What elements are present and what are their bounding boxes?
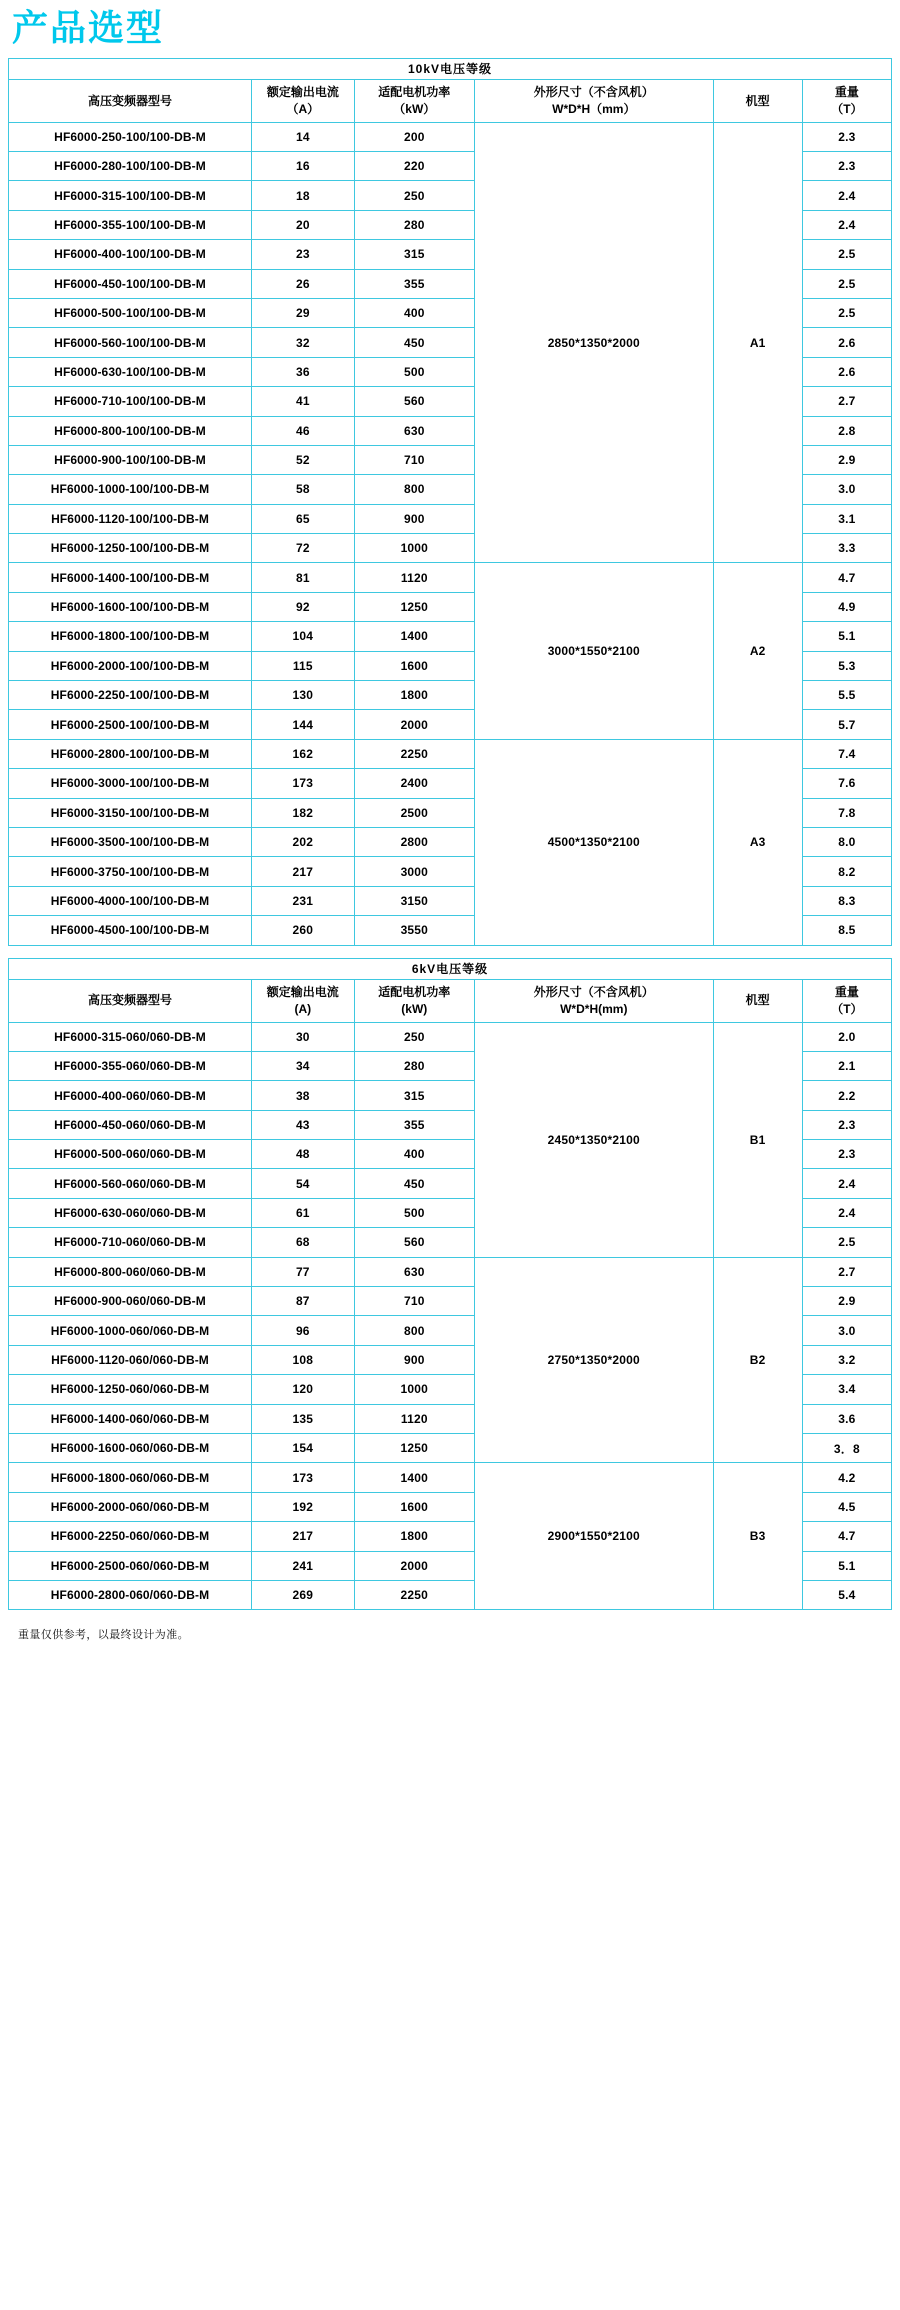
cell-weight: 5.7: [802, 710, 891, 739]
cell-power: 2000: [354, 710, 474, 739]
cell-model: HF6000-560-100/100-DB-M: [9, 328, 252, 357]
cell-current: 104: [252, 622, 355, 651]
cell-power: 2800: [354, 827, 474, 856]
cell-weight: 7.8: [802, 798, 891, 827]
cell-current: 260: [252, 916, 355, 945]
footnote: 重量仅供参考，以最终设计为准。: [18, 1629, 189, 1642]
cell-model: HF6000-1600-100/100-DB-M: [9, 592, 252, 621]
cell-dimension: 2850*1350*2000: [475, 122, 714, 563]
cell-weight: 2.3: [802, 151, 891, 180]
cell-model: HF6000-315-100/100-DB-M: [9, 181, 252, 210]
cell-weight: 2.5: [802, 298, 891, 327]
cell-weight: 5.3: [802, 651, 891, 680]
cell-current: 108: [252, 1345, 355, 1374]
cell-weight: 2.7: [802, 387, 891, 416]
cell-weight: 8.2: [802, 857, 891, 886]
cell-power: 1400: [354, 622, 474, 651]
cell-weight: 4.7: [802, 563, 891, 592]
cell-weight: 2.5: [802, 269, 891, 298]
cell-current: 14: [252, 122, 355, 151]
cell-model: HF6000-355-060/060-DB-M: [9, 1051, 252, 1080]
cell-model: HF6000-900-060/060-DB-M: [9, 1287, 252, 1316]
cell-weight: 2.3: [802, 1140, 891, 1169]
cell-weight: 2.4: [802, 1198, 891, 1227]
cell-model: HF6000-4500-100/100-DB-M: [9, 916, 252, 945]
cell-power: 800: [354, 1316, 474, 1345]
page-title: 产品选型: [12, 7, 165, 48]
cell-weight: 2.6: [802, 328, 891, 357]
cell-current: 20: [252, 210, 355, 239]
cell-current: 81: [252, 563, 355, 592]
cell-model: HF6000-400-060/060-DB-M: [9, 1081, 252, 1110]
cell-model: HF6000-1000-060/060-DB-M: [9, 1316, 252, 1345]
cell-weight: 8.0: [802, 827, 891, 856]
cell-power: 3150: [354, 886, 474, 915]
cell-weight: 4.5: [802, 1492, 891, 1521]
cell-current: 38: [252, 1081, 355, 1110]
cell-model: HF6000-500-060/060-DB-M: [9, 1140, 252, 1169]
cell-model: HF6000-2500-100/100-DB-M: [9, 710, 252, 739]
cell-power: 630: [354, 416, 474, 445]
cell-model: HF6000-710-060/060-DB-M: [9, 1228, 252, 1257]
cell-power: 3000: [354, 857, 474, 886]
cell-model: HF6000-2000-060/060-DB-M: [9, 1492, 252, 1521]
cell-current: 43: [252, 1110, 355, 1139]
cell-power: 200: [354, 122, 474, 151]
cell-dimension: 2900*1550*2100: [475, 1463, 714, 1610]
cell-frame: A2: [713, 563, 802, 739]
cell-weight: 2.3: [802, 1110, 891, 1139]
cell-model: HF6000-4000-100/100-DB-M: [9, 886, 252, 915]
cell-current: 217: [252, 857, 355, 886]
cell-power: 2000: [354, 1551, 474, 1580]
header-model: 高压变频器型号: [9, 979, 252, 1022]
cell-current: 154: [252, 1434, 355, 1463]
cell-weight: 7.6: [802, 769, 891, 798]
cell-current: 192: [252, 1492, 355, 1521]
cell-power: 2400: [354, 769, 474, 798]
cell-power: 2250: [354, 1580, 474, 1609]
cell-weight: 2.8: [802, 416, 891, 445]
cell-model: HF6000-800-060/060-DB-M: [9, 1257, 252, 1286]
cell-weight: 4.9: [802, 592, 891, 621]
cell-model: HF6000-1120-100/100-DB-M: [9, 504, 252, 533]
cell-current: 68: [252, 1228, 355, 1257]
cell-power: 220: [354, 151, 474, 180]
cell-weight: 3.2: [802, 1345, 891, 1374]
cell-dimension: 4500*1350*2100: [475, 739, 714, 945]
cell-frame: A3: [713, 739, 802, 945]
cell-model: HF6000-2000-100/100-DB-M: [9, 651, 252, 680]
cell-power: 500: [354, 1198, 474, 1227]
cell-power: 450: [354, 1169, 474, 1198]
cell-model: HF6000-900-100/100-DB-M: [9, 445, 252, 474]
cell-current: 130: [252, 681, 355, 710]
cell-power: 1120: [354, 563, 474, 592]
cell-model: HF6000-250-100/100-DB-M: [9, 122, 252, 151]
cell-weight: 4.2: [802, 1463, 891, 1492]
cell-current: 54: [252, 1169, 355, 1198]
cell-model: HF6000-1600-060/060-DB-M: [9, 1434, 252, 1463]
header-weight: 重量 （T）: [802, 79, 891, 122]
cell-current: 202: [252, 827, 355, 856]
cell-model: HF6000-1800-100/100-DB-M: [9, 622, 252, 651]
cell-current: 173: [252, 1463, 355, 1492]
cell-model: HF6000-3000-100/100-DB-M: [9, 769, 252, 798]
cell-power: 315: [354, 1081, 474, 1110]
header-power: 适配电机功率 (kW): [354, 979, 474, 1022]
cell-model: HF6000-2800-060/060-DB-M: [9, 1580, 252, 1609]
cell-model: HF6000-450-060/060-DB-M: [9, 1110, 252, 1139]
cell-power: 1600: [354, 651, 474, 680]
cell-model: HF6000-2500-060/060-DB-M: [9, 1551, 252, 1580]
cell-power: 1000: [354, 1375, 474, 1404]
cell-model: HF6000-710-100/100-DB-M: [9, 387, 252, 416]
cell-current: 77: [252, 1257, 355, 1286]
cell-model: HF6000-500-100/100-DB-M: [9, 298, 252, 327]
table-row: [9, 563, 892, 592]
cell-current: 41: [252, 387, 355, 416]
cell-weight: 2.3: [802, 122, 891, 151]
cell-weight: 3.4: [802, 1375, 891, 1404]
table-row: [9, 739, 892, 768]
table-row: [9, 1022, 892, 1051]
cell-power: 280: [354, 1051, 474, 1080]
cell-power: 450: [354, 328, 474, 357]
header-power: 适配电机功率 （kW）: [354, 79, 474, 122]
cell-weight: 5.5: [802, 681, 891, 710]
cell-model: HF6000-280-100/100-DB-M: [9, 151, 252, 180]
cell-power: 710: [354, 445, 474, 474]
cell-model: HF6000-1400-100/100-DB-M: [9, 563, 252, 592]
cell-weight: 2.9: [802, 1287, 891, 1316]
header-frame: 机型: [713, 979, 802, 1022]
cell-current: 26: [252, 269, 355, 298]
header-current: 额定输出电流 （A）: [252, 79, 355, 122]
cell-power: 900: [354, 1345, 474, 1374]
cell-model: HF6000-2250-100/100-DB-M: [9, 681, 252, 710]
cell-weight: 7.4: [802, 739, 891, 768]
cell-power: 355: [354, 269, 474, 298]
table-header-row: [9, 979, 892, 1022]
cell-power: 250: [354, 1022, 474, 1051]
cell-power: 2500: [354, 798, 474, 827]
cell-weight: 5.4: [802, 1580, 891, 1609]
cell-weight: 3.0: [802, 1316, 891, 1345]
cell-current: 46: [252, 416, 355, 445]
voltage-band-label: 6kV电压等级: [9, 958, 892, 979]
cell-power: 900: [354, 504, 474, 533]
cell-power: 400: [354, 1140, 474, 1169]
cell-current: 32: [252, 328, 355, 357]
voltage-band-row: [9, 958, 892, 979]
cell-current: 16: [252, 151, 355, 180]
cell-current: 52: [252, 445, 355, 474]
cell-dimension: 3000*1550*2100: [475, 563, 714, 739]
cell-weight: 2.4: [802, 210, 891, 239]
cell-model: HF6000-315-060/060-DB-M: [9, 1022, 252, 1051]
cell-power: 800: [354, 475, 474, 504]
spec-table: [8, 58, 892, 946]
cell-current: 120: [252, 1375, 355, 1404]
cell-model: HF6000-1250-100/100-DB-M: [9, 534, 252, 563]
cell-dimension: 2450*1350*2100: [475, 1022, 714, 1257]
cell-current: 36: [252, 357, 355, 386]
cell-power: 560: [354, 1228, 474, 1257]
cell-power: 1800: [354, 681, 474, 710]
cell-weight: 2.0: [802, 1022, 891, 1051]
cell-power: 2250: [354, 739, 474, 768]
cell-current: 18: [252, 181, 355, 210]
cell-weight: 5.1: [802, 1551, 891, 1580]
table-row: [9, 1257, 892, 1286]
cell-current: 34: [252, 1051, 355, 1080]
cell-power: 315: [354, 240, 474, 269]
table-row: [9, 1463, 892, 1492]
cell-power: 560: [354, 387, 474, 416]
cell-power: 1800: [354, 1522, 474, 1551]
cell-model: HF6000-3500-100/100-DB-M: [9, 827, 252, 856]
cell-weight: 2.2: [802, 1081, 891, 1110]
cell-weight: 8.5: [802, 916, 891, 945]
cell-power: 1400: [354, 1463, 474, 1492]
cell-dimension: 2750*1350*2000: [475, 1257, 714, 1463]
cell-current: 182: [252, 798, 355, 827]
cell-model: HF6000-800-100/100-DB-M: [9, 416, 252, 445]
cell-model: HF6000-3750-100/100-DB-M: [9, 857, 252, 886]
cell-model: HF6000-1120-060/060-DB-M: [9, 1345, 252, 1374]
header-dimension: 外形尺寸（不含风机） W*D*H(mm): [475, 979, 714, 1022]
cell-current: 144: [252, 710, 355, 739]
cell-model: HF6000-400-100/100-DB-M: [9, 240, 252, 269]
voltage-band-row: [9, 58, 892, 79]
cell-weight: 4.7: [802, 1522, 891, 1551]
cell-frame: B3: [713, 1463, 802, 1610]
cell-current: 241: [252, 1551, 355, 1580]
cell-model: HF6000-630-060/060-DB-M: [9, 1198, 252, 1227]
cell-power: 1000: [354, 534, 474, 563]
cell-model: HF6000-2250-060/060-DB-M: [9, 1522, 252, 1551]
cell-model: HF6000-1400-060/060-DB-M: [9, 1404, 252, 1433]
header-model: 高压变频器型号: [9, 79, 252, 122]
cell-weight: 8.3: [802, 886, 891, 915]
cell-model: HF6000-2800-100/100-DB-M: [9, 739, 252, 768]
cell-power: 250: [354, 181, 474, 210]
cell-model: HF6000-1800-060/060-DB-M: [9, 1463, 252, 1492]
cell-current: 173: [252, 769, 355, 798]
cell-power: 280: [354, 210, 474, 239]
cell-weight: 5.1: [802, 622, 891, 651]
cell-weight: 3.3: [802, 534, 891, 563]
cell-model: HF6000-560-060/060-DB-M: [9, 1169, 252, 1198]
cell-current: 72: [252, 534, 355, 563]
cell-model: HF6000-1250-060/060-DB-M: [9, 1375, 252, 1404]
cell-weight: 2.5: [802, 240, 891, 269]
cell-current: 65: [252, 504, 355, 533]
cell-frame: A1: [713, 122, 802, 563]
cell-model: HF6000-3150-100/100-DB-M: [9, 798, 252, 827]
cell-frame: B1: [713, 1022, 802, 1257]
cell-weight: 2.4: [802, 181, 891, 210]
cell-model: HF6000-450-100/100-DB-M: [9, 269, 252, 298]
cell-current: 29: [252, 298, 355, 327]
header-weight: 重量 （T）: [802, 979, 891, 1022]
cell-current: 96: [252, 1316, 355, 1345]
cell-model: HF6000-355-100/100-DB-M: [9, 210, 252, 239]
cell-power: 1600: [354, 1492, 474, 1521]
cell-power: 1250: [354, 1434, 474, 1463]
cell-weight: 3.1: [802, 504, 891, 533]
cell-current: 231: [252, 886, 355, 915]
cell-current: 135: [252, 1404, 355, 1433]
cell-current: 61: [252, 1198, 355, 1227]
cell-current: 269: [252, 1580, 355, 1609]
cell-power: 500: [354, 357, 474, 386]
cell-power: 3550: [354, 916, 474, 945]
cell-current: 48: [252, 1140, 355, 1169]
header-dimension: 外形尺寸（不含风机） W*D*H（mm）: [475, 79, 714, 122]
cell-weight: 3.6: [802, 1404, 891, 1433]
cell-current: 115: [252, 651, 355, 680]
cell-weight: 2.6: [802, 357, 891, 386]
cell-power: 1250: [354, 592, 474, 621]
voltage-band-label: 10kV电压等级: [9, 58, 892, 79]
cell-weight: 2.4: [802, 1169, 891, 1198]
header-current: 额定输出电流 (A): [252, 979, 355, 1022]
cell-current: 92: [252, 592, 355, 621]
cell-weight: 2.1: [802, 1051, 891, 1080]
table-row: [9, 122, 892, 151]
cell-weight: 3．8: [802, 1434, 891, 1463]
cell-frame: B2: [713, 1257, 802, 1463]
cell-power: 630: [354, 1257, 474, 1286]
cell-model: HF6000-1000-100/100-DB-M: [9, 475, 252, 504]
spec-tables-container: [8, 58, 892, 1611]
cell-current: 217: [252, 1522, 355, 1551]
cell-power: 1120: [354, 1404, 474, 1433]
cell-current: 30: [252, 1022, 355, 1051]
cell-model: HF6000-630-100/100-DB-M: [9, 357, 252, 386]
header-frame: 机型: [713, 79, 802, 122]
cell-current: 23: [252, 240, 355, 269]
cell-weight: 2.5: [802, 1228, 891, 1257]
spec-table: [8, 958, 892, 1611]
cell-power: 355: [354, 1110, 474, 1139]
cell-weight: 2.7: [802, 1257, 891, 1286]
cell-current: 162: [252, 739, 355, 768]
cell-power: 710: [354, 1287, 474, 1316]
cell-weight: 3.0: [802, 475, 891, 504]
cell-current: 87: [252, 1287, 355, 1316]
cell-weight: 2.9: [802, 445, 891, 474]
cell-power: 400: [354, 298, 474, 327]
table-header-row: [9, 79, 892, 122]
cell-current: 58: [252, 475, 355, 504]
